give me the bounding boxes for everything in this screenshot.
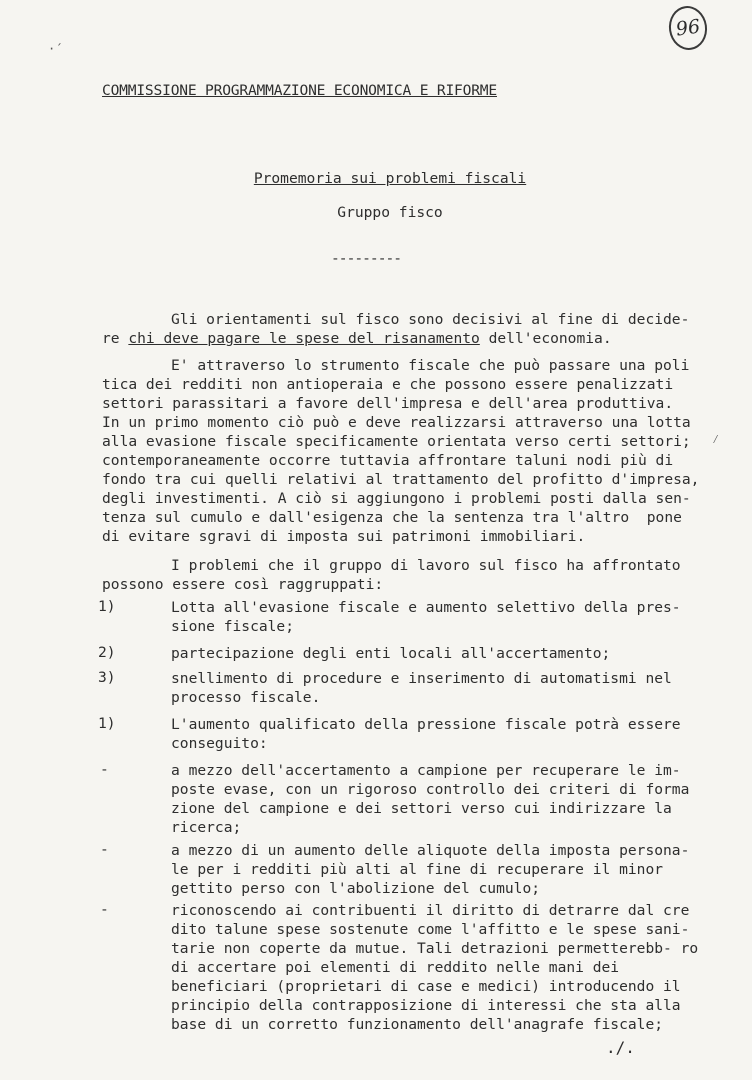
list-item: Lotta all'evasione fiscale e aumento selettivo della pres- sione fiscale; [171, 599, 681, 635]
list-marker: - [100, 761, 109, 778]
page-number-stamp [666, 4, 710, 53]
para1-line2-pre: re [102, 330, 129, 347]
list-marker: 1) [98, 715, 116, 732]
list-item: snellimento di procedure e inserimento di automatismi nel processo fiscale. [171, 670, 672, 706]
para2-line: di evitare sgravi di imposta sui patrimoni immobiliari. [102, 528, 586, 545]
list-marker: - [100, 901, 109, 918]
list-marker: 3) [98, 669, 116, 686]
list-item: partecipazione degli enti locali all'accertamento; [171, 645, 611, 662]
subtitle-text: Gruppo fisco [337, 204, 443, 221]
ink-mark: ⁄ [712, 432, 720, 446]
list-item: L'aumento qualificato della pressione fiscale potrà essere conseguito: [171, 716, 681, 752]
para1-line2-post: dell'economia. [479, 330, 612, 347]
ink-mark: ·´ [48, 42, 63, 56]
para2-line: degli investimenti. A ciò si aggiungono i problemi posti dalla sen- [102, 490, 691, 507]
document-title [0, 170, 752, 187]
list-marker: 2) [98, 644, 116, 661]
para2-line: alla evasione fiscale specificamente orientata verso certi settori; [102, 433, 691, 450]
list-item: a mezzo dell'accertamento a campione per recuperare le im- poste evase, con un rigoroso controllo dei criteri di forma zione del campione e dei settori verso cui indirizzare la ricerca; [171, 762, 690, 836]
list-marker: - [100, 841, 109, 858]
para2-line: settori parassitari a favore dell'impresa e dell'area produttiva. [102, 395, 674, 412]
list-marker: 1) [98, 598, 116, 615]
para2-line: tica dei redditi non antioperaia e che possono essere penalizzati [102, 376, 674, 393]
para2-line: E' attraverso lo strumento fiscale che può passare una poli [171, 357, 690, 374]
para1-underlined-phrase: chi deve pagare le spese del risanamento [128, 330, 480, 347]
separator: --------- [331, 250, 402, 267]
para1-line2 [102, 329, 612, 348]
page-number: 96 [674, 15, 702, 41]
para2-line: In un primo momento ciò può e deve realizzarsi attraverso una lotta [102, 414, 691, 431]
list-item: a mezzo di un aumento delle aliquote della imposta persona- le per i redditi più alti al fine di recuperare il minor gettito perso con l'abolizione del cumulo; [171, 842, 690, 897]
para3-line: I problemi che il gruppo di lavoro sul fisco ha affrontato [171, 557, 681, 574]
para2-line: fondo tra cui quelli relativi al trattamento del profitto d'impresa, [102, 471, 700, 488]
para2-line: tenza sul cumulo e dall'esigenza che la sentenza tra l'altro pone [102, 509, 682, 526]
para3-line: possono essere così raggruppati: [102, 576, 384, 593]
list-item: riconoscendo ai contribuenti il diritto di detrarre dal cre dito talune spese sostenute come l'affitto e le spese sani- tarie non coperte da mutue. Tali detrazioni permetterebb- ro di accertare poi elementi di reddito nelle mani dei beneficiari (proprietari di case e medici) introducendo il principio della contrapposizione di interessi che sta alla base di un corretto funzionamento dell'anagrafe fiscale; [171, 902, 699, 1033]
document-subtitle [0, 204, 752, 221]
document-header: COMMISSIONE PROGRAMMAZIONE ECONOMICA E RIFORME [102, 82, 497, 99]
continuation-mark: ./. [606, 1038, 635, 1057]
title-text: Promemoria sui problemi fiscali [253, 170, 527, 187]
para2-line: contemporaneamente occorre tuttavia affrontare taluni nodi più di [102, 452, 674, 469]
para1-line1: Gli orientamenti sul fisco sono decisivi al fine di decide- [171, 311, 690, 328]
